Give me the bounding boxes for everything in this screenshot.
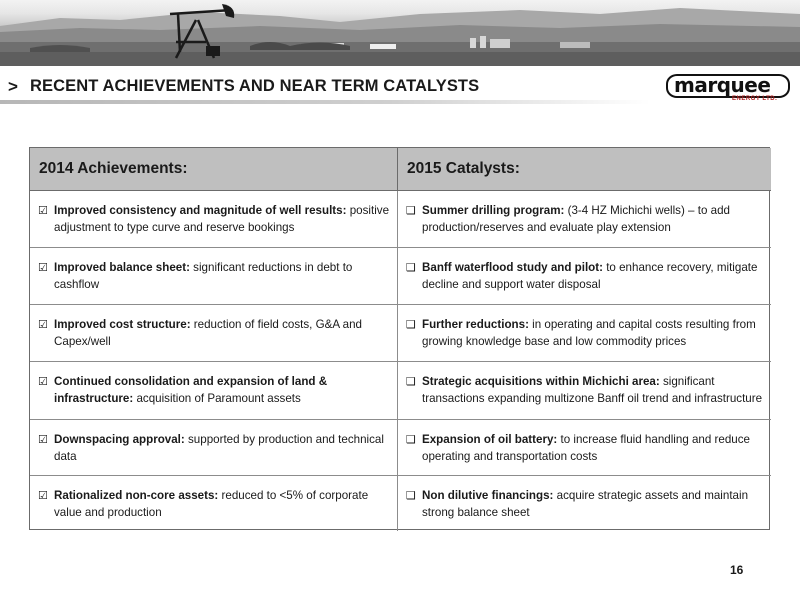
- item-description: acquisition of Paramount assets: [133, 391, 301, 405]
- achievement-cell: [30, 248, 398, 305]
- item-description: in operating and capital costs resulting from growing knowledge base and low commodity prices: [422, 318, 756, 348]
- item-heading: Continued consolidation and expansion of land & infrastructure:: [54, 375, 328, 405]
- checked-box-icon: ☑: [38, 262, 48, 274]
- catalyst-cell: [398, 476, 771, 531]
- checked-box-icon: ☑: [38, 376, 48, 388]
- empty-box-icon: ❑: [406, 262, 416, 274]
- achievement-cell: [30, 362, 398, 420]
- checked-box-icon: ☑: [38, 490, 48, 502]
- empty-box-icon: ❑: [406, 205, 416, 217]
- header-banner-photo: [0, 0, 800, 66]
- logo-subtext: ENERGY LTD.: [732, 96, 778, 102]
- achievement-cell: [30, 476, 398, 531]
- logo-wordmark: marquee: [674, 73, 771, 97]
- item-heading: Improved consistency and magnitude of well results:: [54, 204, 347, 217]
- page-number: 16: [730, 563, 744, 577]
- item-heading: Improved cost structure:: [54, 318, 191, 331]
- achievement-cell: [30, 305, 398, 362]
- item-description: supported by production and technical data: [54, 433, 384, 463]
- chevron-right-icon: >: [8, 77, 18, 96]
- achievement-cell: [30, 420, 398, 476]
- item-heading: Downspacing approval:: [54, 433, 185, 446]
- catalyst-cell: [398, 191, 771, 248]
- checked-box-icon: ☑: [38, 434, 48, 446]
- title-underline: [0, 100, 650, 104]
- item-description: (3-4 HZ Michichi wells) – to add production/reserves and evaluate play extension: [422, 204, 730, 234]
- marquee-energy-logo: [666, 72, 794, 104]
- item-description: significant reductions in debt to cashflow: [54, 261, 353, 291]
- item-description: acquire strategic assets and maintain strong balance sheet: [422, 489, 749, 519]
- item-heading: Non dilutive financings:: [422, 489, 554, 502]
- item-description: reduction of field costs, G&A and Capex/well: [54, 318, 363, 348]
- item-description: reduced to <5% of corporate value and production: [54, 489, 369, 519]
- empty-box-icon: ❑: [406, 319, 416, 331]
- catalyst-cell: [398, 248, 771, 305]
- checked-box-icon: ☑: [38, 205, 48, 217]
- checked-box-icon: ☑: [38, 319, 48, 331]
- item-heading: Strategic acquisitions within Michichi area:: [422, 375, 660, 388]
- item-heading: Improved balance sheet:: [54, 261, 190, 274]
- empty-box-icon: ❑: [406, 434, 416, 446]
- item-heading: Further reductions:: [422, 318, 529, 331]
- item-description: to enhance recovery, mitigate decline and support water disposal: [422, 261, 758, 291]
- catalyst-cell: [398, 305, 771, 362]
- catalyst-cell: [398, 420, 771, 476]
- catalyst-cell: [398, 362, 771, 420]
- item-heading: Summer drilling program:: [422, 204, 565, 217]
- slide-title: RECENT ACHIEVEMENTS AND NEAR TERM CATALYSTS: [30, 77, 480, 95]
- achievement-cell: [30, 191, 398, 248]
- item-heading: Banff waterflood study and pilot:: [422, 261, 603, 274]
- prairie-landscape-image: [0, 0, 800, 66]
- achievements-catalysts-table: [29, 147, 770, 530]
- item-description: significant transactions expanding multizone Banff oil trend and infrastructure: [422, 375, 763, 405]
- table-header-achievements: 2014 Achievements:: [30, 148, 398, 191]
- empty-box-icon: ❑: [406, 376, 416, 388]
- item-heading: Rationalized non-core assets:: [54, 489, 219, 502]
- table-header-catalysts: 2015 Catalysts:: [398, 148, 771, 191]
- item-heading: Expansion of oil battery:: [422, 433, 558, 446]
- item-description: to increase fluid handling and reduce operating and transportation costs: [422, 433, 750, 463]
- empty-box-icon: ❑: [406, 490, 416, 502]
- item-description: positive adjustment to type curve and reserve bookings: [54, 204, 390, 234]
